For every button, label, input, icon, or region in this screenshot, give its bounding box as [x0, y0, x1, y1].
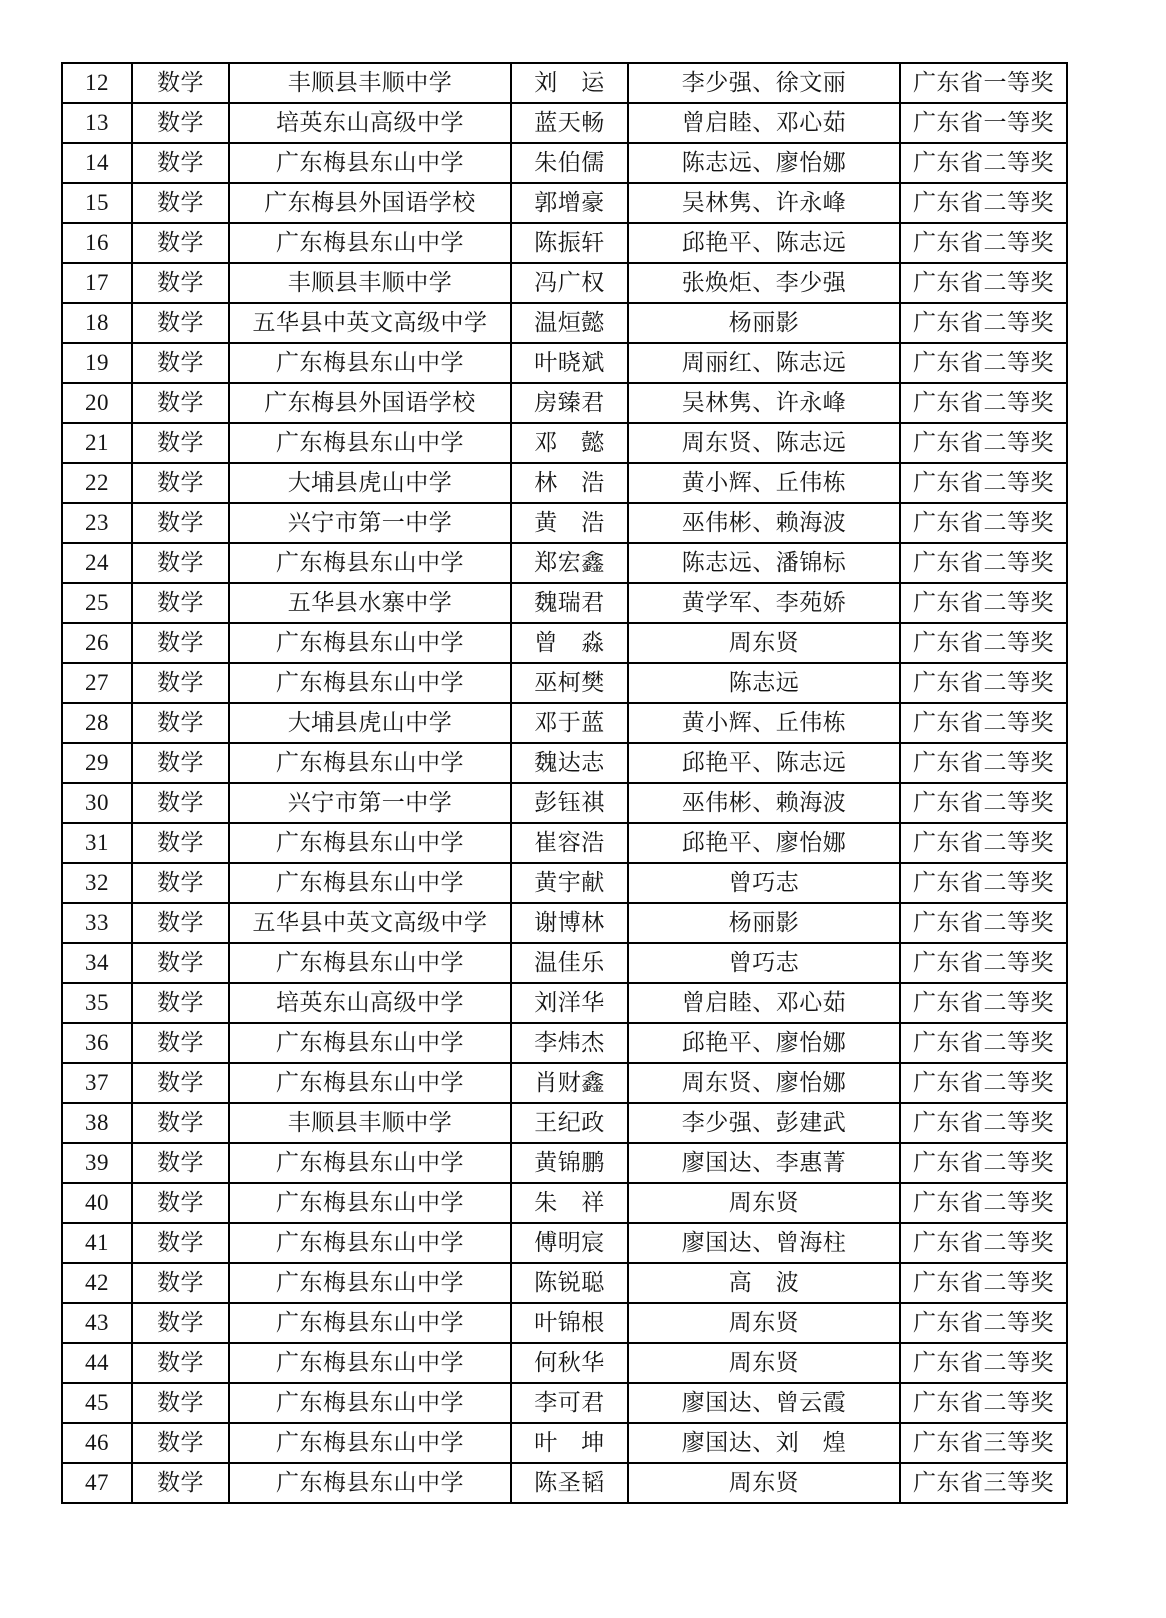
table-row: [62, 903, 1067, 943]
cell-award: 广东省三等奖: [900, 1463, 1067, 1503]
cell-award: 广东省二等奖: [900, 1023, 1067, 1063]
cell-teachers: 吴林隽、许永峰: [628, 383, 900, 423]
table-row: [62, 1463, 1067, 1503]
cell-subject: 数学: [132, 103, 229, 143]
cell-row-number: 21: [62, 423, 132, 463]
cell-subject: 数学: [132, 1023, 229, 1063]
cell-teachers: 巫伟彬、赖海波: [628, 503, 900, 543]
cell-student-name: 陈振轩: [511, 223, 628, 263]
table-row: [62, 943, 1067, 983]
cell-teachers: 李少强、彭建武: [628, 1103, 900, 1143]
cell-row-number: 35: [62, 983, 132, 1023]
cell-student-name: 蓝天畅: [511, 103, 628, 143]
cell-student-name: 房臻君: [511, 383, 628, 423]
cell-student-name: 邓 懿: [511, 423, 628, 463]
cell-subject: 数学: [132, 263, 229, 303]
cell-award: 广东省二等奖: [900, 663, 1067, 703]
cell-row-number: 24: [62, 543, 132, 583]
cell-row-number: 30: [62, 783, 132, 823]
cell-student-name: 李可君: [511, 1383, 628, 1423]
cell-school: 广东梅县东山中学: [229, 1143, 511, 1183]
cell-student-name: 陈圣韬: [511, 1463, 628, 1503]
cell-row-number: 22: [62, 463, 132, 503]
table-row: [62, 463, 1067, 503]
cell-teachers: 邱艳平、陈志远: [628, 743, 900, 783]
cell-student-name: 邓于蓝: [511, 703, 628, 743]
cell-teachers: 黄学军、李苑娇: [628, 583, 900, 623]
table-row: [62, 303, 1067, 343]
cell-school: 培英东山高级中学: [229, 103, 511, 143]
cell-teachers: 高 波: [628, 1263, 900, 1303]
cell-school: 广东梅县东山中学: [229, 1263, 511, 1303]
cell-student-name: 朱伯儒: [511, 143, 628, 183]
cell-teachers: 杨丽影: [628, 303, 900, 343]
cell-school: 兴宁市第一中学: [229, 503, 511, 543]
cell-student-name: 郭增豪: [511, 183, 628, 223]
cell-subject: 数学: [132, 903, 229, 943]
cell-award: 广东省二等奖: [900, 183, 1067, 223]
table-row: [62, 263, 1067, 303]
cell-student-name: 魏瑞君: [511, 583, 628, 623]
cell-student-name: 刘 运: [511, 63, 628, 103]
cell-award: 广东省二等奖: [900, 383, 1067, 423]
cell-teachers: 曾巧志: [628, 863, 900, 903]
cell-school: 广东梅县东山中学: [229, 1463, 511, 1503]
cell-teachers: 陈志远: [628, 663, 900, 703]
cell-row-number: 26: [62, 623, 132, 663]
cell-award: 广东省二等奖: [900, 1303, 1067, 1343]
cell-row-number: 34: [62, 943, 132, 983]
cell-school: 大埔县虎山中学: [229, 703, 511, 743]
cell-subject: 数学: [132, 383, 229, 423]
cell-award: 广东省二等奖: [900, 823, 1067, 863]
cell-teachers: 陈志远、潘锦标: [628, 543, 900, 583]
cell-row-number: 23: [62, 503, 132, 543]
cell-teachers: 周东贤、廖怡娜: [628, 1063, 900, 1103]
cell-subject: 数学: [132, 1223, 229, 1263]
cell-row-number: 43: [62, 1303, 132, 1343]
cell-teachers: 邱艳平、陈志远: [628, 223, 900, 263]
table-row: [62, 703, 1067, 743]
cell-award: 广东省二等奖: [900, 743, 1067, 783]
cell-row-number: 45: [62, 1383, 132, 1423]
cell-student-name: 彭钰祺: [511, 783, 628, 823]
cell-subject: 数学: [132, 63, 229, 103]
cell-row-number: 12: [62, 63, 132, 103]
table-row: [62, 663, 1067, 703]
cell-row-number: 18: [62, 303, 132, 343]
cell-student-name: 曾 淼: [511, 623, 628, 663]
cell-school: 广东梅县东山中学: [229, 1223, 511, 1263]
cell-award: 广东省二等奖: [900, 543, 1067, 583]
cell-award: 广东省二等奖: [900, 143, 1067, 183]
cell-subject: 数学: [132, 503, 229, 543]
cell-subject: 数学: [132, 303, 229, 343]
cell-student-name: 刘洋华: [511, 983, 628, 1023]
table-row: [62, 183, 1067, 223]
cell-student-name: 傅明宸: [511, 1223, 628, 1263]
cell-award: 广东省二等奖: [900, 1183, 1067, 1223]
cell-award: 广东省二等奖: [900, 223, 1067, 263]
cell-award: 广东省二等奖: [900, 1143, 1067, 1183]
cell-subject: 数学: [132, 1143, 229, 1183]
cell-teachers: 陈志远、廖怡娜: [628, 143, 900, 183]
table-row: [62, 1343, 1067, 1383]
table-row: [62, 103, 1067, 143]
cell-subject: 数学: [132, 623, 229, 663]
cell-subject: 数学: [132, 943, 229, 983]
cell-student-name: 黄 浩: [511, 503, 628, 543]
cell-school: 广东梅县东山中学: [229, 623, 511, 663]
cell-row-number: 19: [62, 343, 132, 383]
cell-row-number: 25: [62, 583, 132, 623]
table-row: [62, 1103, 1067, 1143]
cell-row-number: 36: [62, 1023, 132, 1063]
cell-school: 广东梅县东山中学: [229, 543, 511, 583]
cell-teachers: 邱艳平、廖怡娜: [628, 823, 900, 863]
cell-student-name: 陈锐聪: [511, 1263, 628, 1303]
cell-school: 广东梅县外国语学校: [229, 183, 511, 223]
cell-row-number: 42: [62, 1263, 132, 1303]
cell-school: 五华县水寨中学: [229, 583, 511, 623]
cell-school: 广东梅县东山中学: [229, 343, 511, 383]
table-row: [62, 383, 1067, 423]
cell-award: 广东省二等奖: [900, 303, 1067, 343]
cell-row-number: 28: [62, 703, 132, 743]
cell-teachers: 周东贤: [628, 1183, 900, 1223]
cell-subject: 数学: [132, 743, 229, 783]
cell-student-name: 巫柯樊: [511, 663, 628, 703]
cell-school: 培英东山高级中学: [229, 983, 511, 1023]
award-table: [61, 62, 1068, 1504]
table-row: [62, 743, 1067, 783]
cell-row-number: 31: [62, 823, 132, 863]
cell-award: 广东省二等奖: [900, 1223, 1067, 1263]
cell-student-name: 叶晓斌: [511, 343, 628, 383]
cell-row-number: 16: [62, 223, 132, 263]
cell-school: 广东梅县东山中学: [229, 943, 511, 983]
cell-subject: 数学: [132, 423, 229, 463]
cell-teachers: 黄小辉、丘伟栋: [628, 703, 900, 743]
cell-award: 广东省二等奖: [900, 1063, 1067, 1103]
cell-award: 广东省二等奖: [900, 263, 1067, 303]
cell-school: 广东梅县东山中学: [229, 1063, 511, 1103]
cell-teachers: 曾启睦、邓心茹: [628, 983, 900, 1023]
cell-teachers: 廖国达、曾海柱: [628, 1223, 900, 1263]
cell-row-number: 27: [62, 663, 132, 703]
table-row: [62, 1183, 1067, 1223]
table-row: [62, 1023, 1067, 1063]
cell-school: 丰顺县丰顺中学: [229, 1103, 511, 1143]
cell-award: 广东省二等奖: [900, 423, 1067, 463]
cell-teachers: 曾启睦、邓心茹: [628, 103, 900, 143]
cell-teachers: 周东贤: [628, 1463, 900, 1503]
cell-teachers: 杨丽影: [628, 903, 900, 943]
cell-subject: 数学: [132, 1423, 229, 1463]
cell-school: 广东梅县东山中学: [229, 663, 511, 703]
table-row: [62, 983, 1067, 1023]
cell-school: 丰顺县丰顺中学: [229, 63, 511, 103]
cell-school: 广东梅县东山中学: [229, 1383, 511, 1423]
cell-subject: 数学: [132, 1103, 229, 1143]
cell-school: 广东梅县东山中学: [229, 223, 511, 263]
cell-subject: 数学: [132, 463, 229, 503]
cell-row-number: 15: [62, 183, 132, 223]
cell-teachers: 张焕炬、李少强: [628, 263, 900, 303]
cell-award: 广东省二等奖: [900, 623, 1067, 663]
cell-row-number: 32: [62, 863, 132, 903]
cell-student-name: 温烜懿: [511, 303, 628, 343]
cell-student-name: 朱 祥: [511, 1183, 628, 1223]
cell-school: 广东梅县东山中学: [229, 1023, 511, 1063]
cell-student-name: 叶 坤: [511, 1423, 628, 1463]
table-row: [62, 423, 1067, 463]
cell-student-name: 何秋华: [511, 1343, 628, 1383]
cell-student-name: 叶锦根: [511, 1303, 628, 1343]
cell-row-number: 14: [62, 143, 132, 183]
cell-subject: 数学: [132, 1263, 229, 1303]
cell-school: 广东梅县东山中学: [229, 143, 511, 183]
cell-teachers: 周东贤: [628, 623, 900, 663]
cell-row-number: 47: [62, 1463, 132, 1503]
cell-school: 广东梅县东山中学: [229, 743, 511, 783]
cell-teachers: 周东贤: [628, 1303, 900, 1343]
cell-teachers: 周东贤、陈志远: [628, 423, 900, 463]
cell-school: 大埔县虎山中学: [229, 463, 511, 503]
cell-award: 广东省二等奖: [900, 703, 1067, 743]
cell-student-name: 林 浩: [511, 463, 628, 503]
table-row: [62, 1303, 1067, 1343]
cell-teachers: 曾巧志: [628, 943, 900, 983]
cell-row-number: 41: [62, 1223, 132, 1263]
cell-row-number: 40: [62, 1183, 132, 1223]
cell-school: 广东梅县东山中学: [229, 1423, 511, 1463]
table-row: [62, 343, 1067, 383]
cell-student-name: 温佳乐: [511, 943, 628, 983]
cell-student-name: 崔容浩: [511, 823, 628, 863]
cell-row-number: 46: [62, 1423, 132, 1463]
cell-teachers: 李少强、徐文丽: [628, 63, 900, 103]
cell-student-name: 魏达志: [511, 743, 628, 783]
cell-subject: 数学: [132, 1383, 229, 1423]
table-row: [62, 623, 1067, 663]
cell-award: 广东省二等奖: [900, 863, 1067, 903]
cell-award: 广东省二等奖: [900, 903, 1067, 943]
cell-school: 广东梅县东山中学: [229, 863, 511, 903]
cell-teachers: 廖国达、刘 煌: [628, 1423, 900, 1463]
table-row: [62, 1423, 1067, 1463]
table-row: [62, 863, 1067, 903]
cell-student-name: 王纪政: [511, 1103, 628, 1143]
cell-school: 广东梅县外国语学校: [229, 383, 511, 423]
cell-row-number: 38: [62, 1103, 132, 1143]
cell-subject: 数学: [132, 983, 229, 1023]
cell-subject: 数学: [132, 863, 229, 903]
table-row: [62, 1263, 1067, 1303]
table-row: [62, 543, 1067, 583]
cell-award: 广东省三等奖: [900, 1423, 1067, 1463]
cell-school: 丰顺县丰顺中学: [229, 263, 511, 303]
cell-award: 广东省二等奖: [900, 1343, 1067, 1383]
cell-award: 广东省二等奖: [900, 943, 1067, 983]
cell-student-name: 郑宏鑫: [511, 543, 628, 583]
table-row: [62, 583, 1067, 623]
cell-school: 广东梅县东山中学: [229, 823, 511, 863]
cell-row-number: 44: [62, 1343, 132, 1383]
table-row: [62, 1383, 1067, 1423]
table-row: [62, 1223, 1067, 1263]
cell-teachers: 邱艳平、廖怡娜: [628, 1023, 900, 1063]
cell-student-name: 冯广权: [511, 263, 628, 303]
table-row: [62, 1143, 1067, 1183]
cell-school: 广东梅县东山中学: [229, 1183, 511, 1223]
cell-subject: 数学: [132, 783, 229, 823]
cell-award: 广东省二等奖: [900, 783, 1067, 823]
cell-student-name: 谢博林: [511, 903, 628, 943]
cell-award: 广东省二等奖: [900, 983, 1067, 1023]
cell-row-number: 37: [62, 1063, 132, 1103]
cell-subject: 数学: [132, 1183, 229, 1223]
cell-row-number: 39: [62, 1143, 132, 1183]
cell-teachers: 廖国达、李惠菁: [628, 1143, 900, 1183]
cell-teachers: 巫伟彬、赖海波: [628, 783, 900, 823]
cell-subject: 数学: [132, 1463, 229, 1503]
cell-award: 广东省一等奖: [900, 103, 1067, 143]
table-row: [62, 1063, 1067, 1103]
cell-row-number: 33: [62, 903, 132, 943]
cell-subject: 数学: [132, 543, 229, 583]
cell-teachers: 廖国达、曾云霞: [628, 1383, 900, 1423]
cell-award: 广东省二等奖: [900, 463, 1067, 503]
cell-row-number: 29: [62, 743, 132, 783]
cell-teachers: 周东贤: [628, 1343, 900, 1383]
cell-subject: 数学: [132, 1343, 229, 1383]
table-row: [62, 143, 1067, 183]
table-row: [62, 63, 1067, 103]
table-row: [62, 823, 1067, 863]
cell-subject: 数学: [132, 663, 229, 703]
cell-school: 五华县中英文高级中学: [229, 303, 511, 343]
cell-award: 广东省二等奖: [900, 503, 1067, 543]
cell-teachers: 吴林隽、许永峰: [628, 183, 900, 223]
cell-row-number: 13: [62, 103, 132, 143]
cell-subject: 数学: [132, 343, 229, 383]
cell-teachers: 黄小辉、丘伟栋: [628, 463, 900, 503]
cell-subject: 数学: [132, 583, 229, 623]
cell-subject: 数学: [132, 1303, 229, 1343]
cell-award: 广东省二等奖: [900, 343, 1067, 383]
cell-subject: 数学: [132, 823, 229, 863]
table-row: [62, 503, 1067, 543]
cell-school: 广东梅县东山中学: [229, 1343, 511, 1383]
cell-student-name: 李炜杰: [511, 1023, 628, 1063]
cell-row-number: 20: [62, 383, 132, 423]
cell-teachers: 周丽红、陈志远: [628, 343, 900, 383]
cell-school: 兴宁市第一中学: [229, 783, 511, 823]
cell-subject: 数学: [132, 183, 229, 223]
cell-school: 五华县中英文高级中学: [229, 903, 511, 943]
table-row: [62, 783, 1067, 823]
cell-award: 广东省一等奖: [900, 63, 1067, 103]
cell-school: 广东梅县东山中学: [229, 423, 511, 463]
cell-row-number: 17: [62, 263, 132, 303]
table-row: [62, 223, 1067, 263]
cell-subject: 数学: [132, 223, 229, 263]
cell-student-name: 肖财鑫: [511, 1063, 628, 1103]
cell-award: 广东省二等奖: [900, 1103, 1067, 1143]
cell-subject: 数学: [132, 1063, 229, 1103]
cell-student-name: 黄锦鹏: [511, 1143, 628, 1183]
cell-award: 广东省二等奖: [900, 1383, 1067, 1423]
cell-student-name: 黄宇献: [511, 863, 628, 903]
award-table-body: [62, 63, 1067, 1503]
cell-school: 广东梅县东山中学: [229, 1303, 511, 1343]
cell-award: 广东省二等奖: [900, 1263, 1067, 1303]
cell-subject: 数学: [132, 143, 229, 183]
cell-award: 广东省二等奖: [900, 583, 1067, 623]
cell-subject: 数学: [132, 703, 229, 743]
